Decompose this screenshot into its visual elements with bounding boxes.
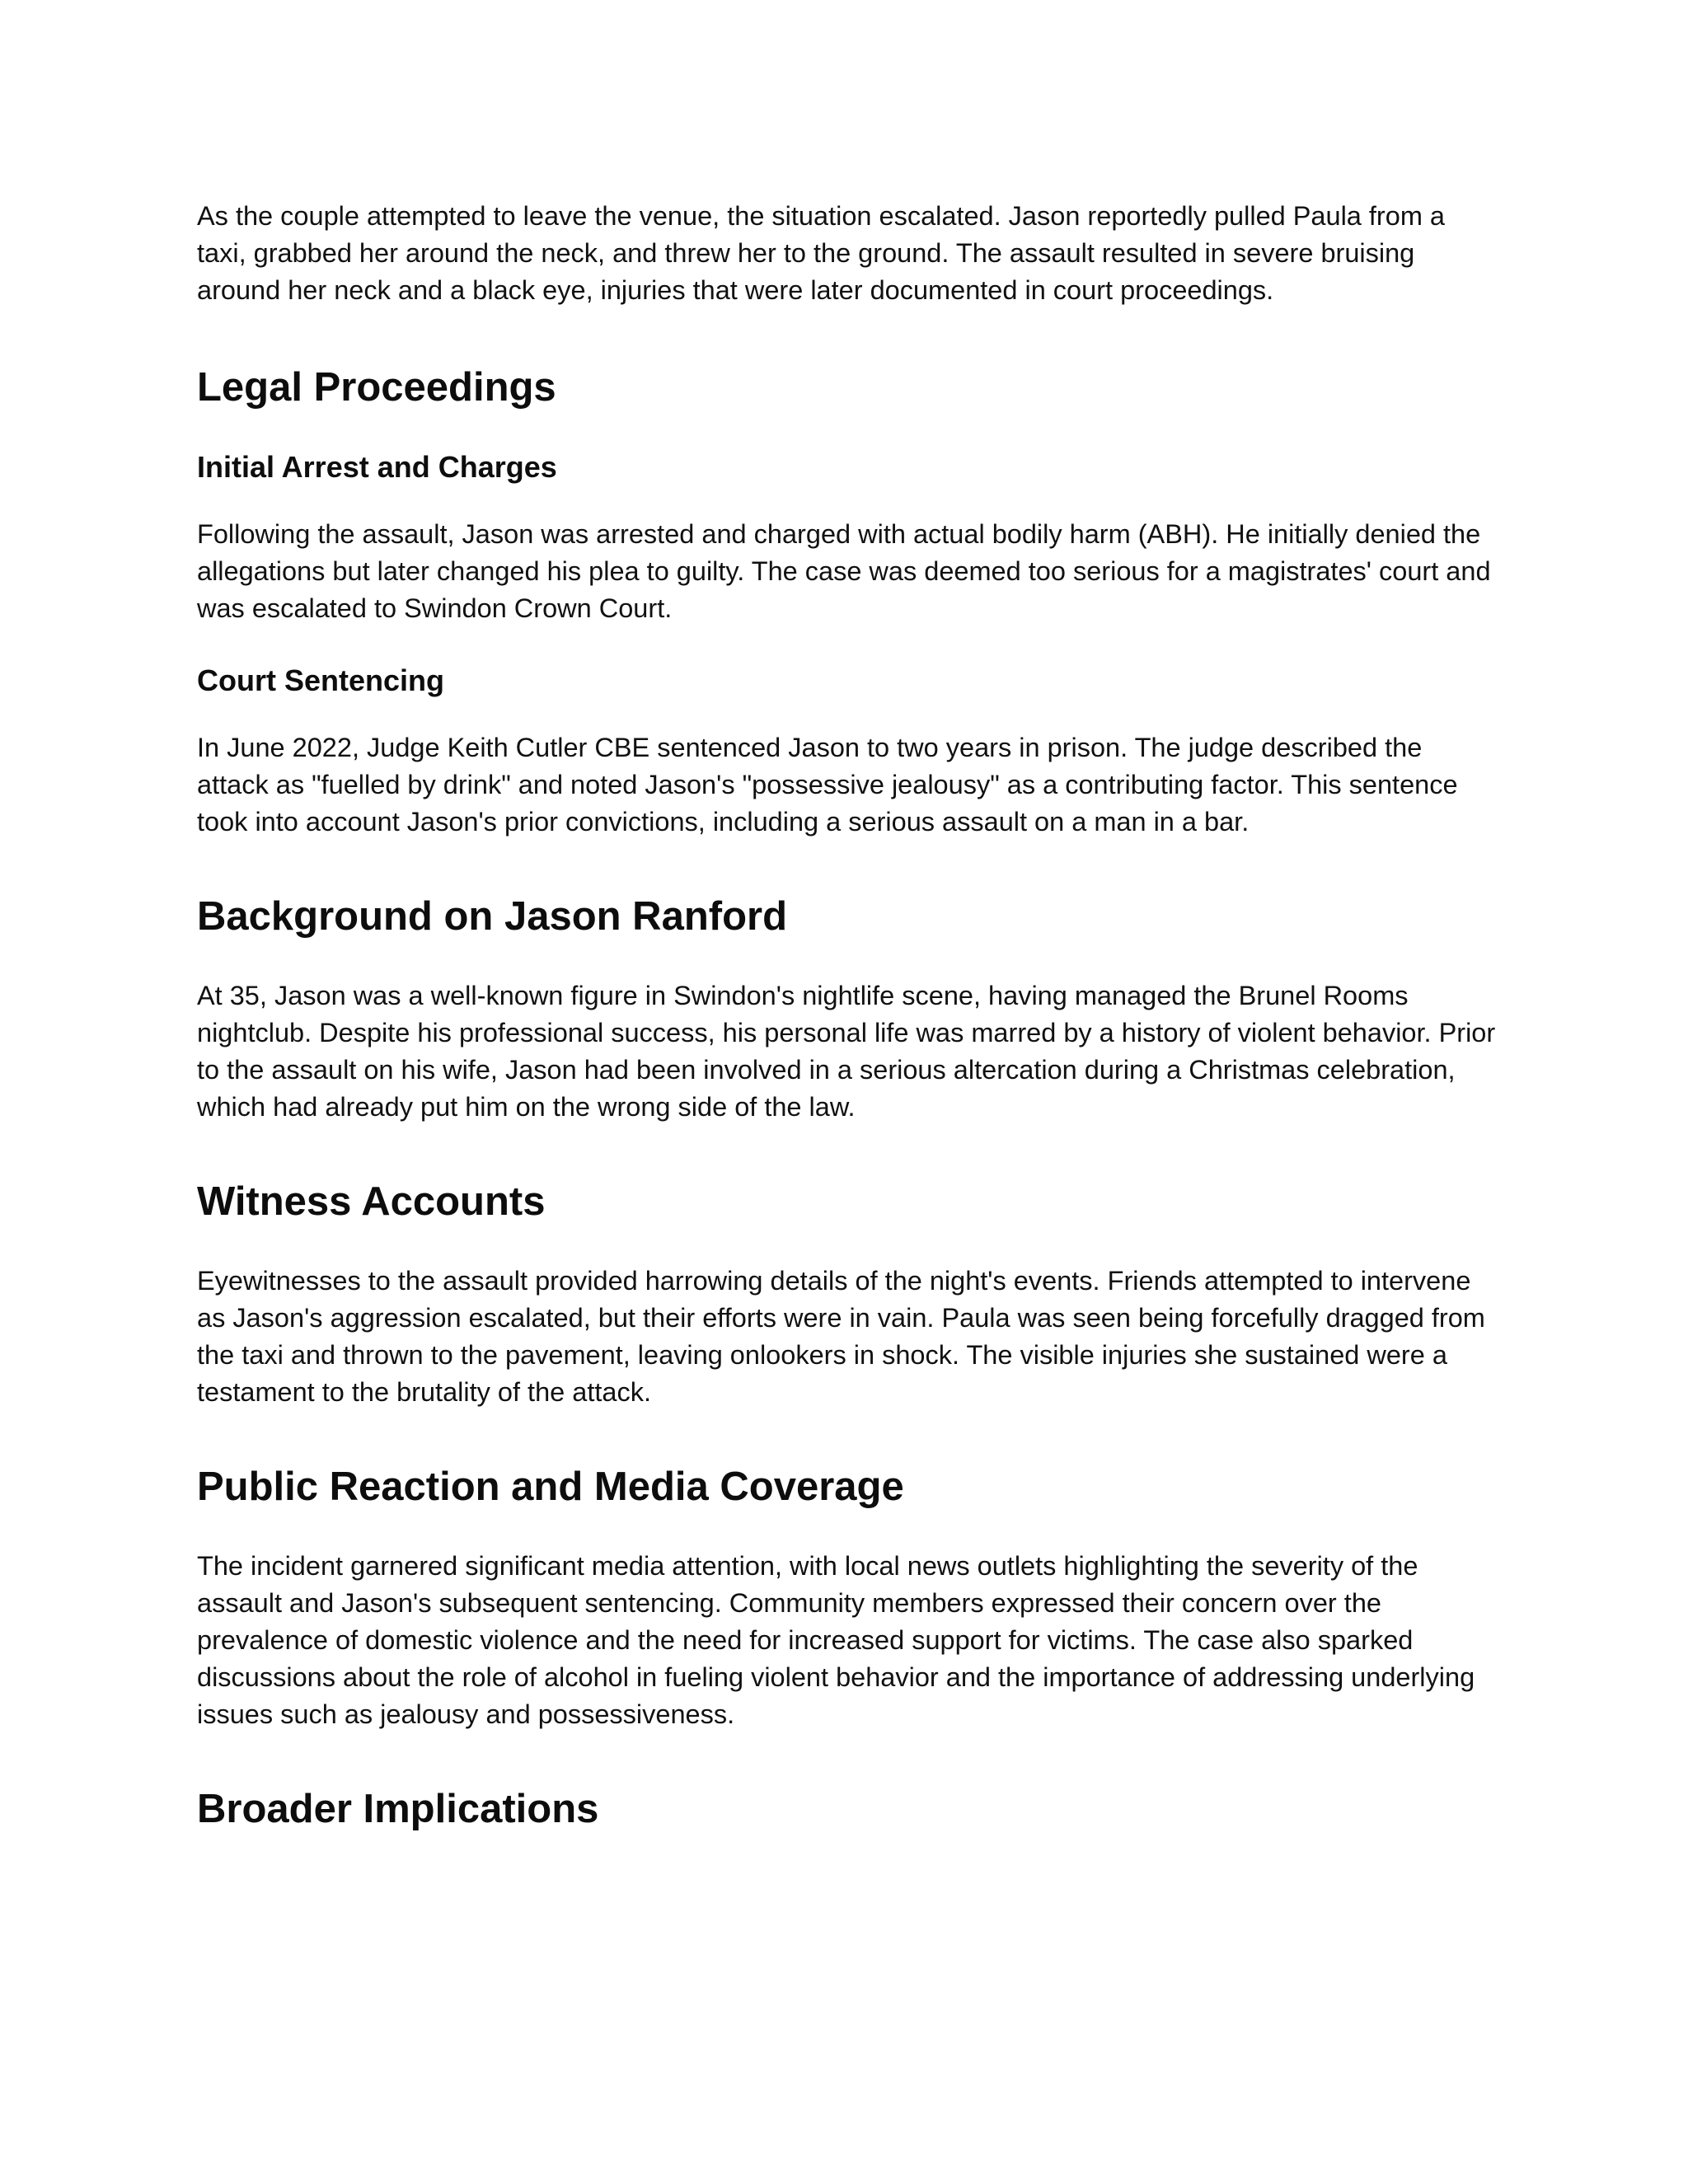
subsection-heading-court-sentencing: Court Sentencing bbox=[197, 663, 445, 697]
paragraph-initial-arrest: Following the assault, Jason was arrested and charged with actual bodily harm (ABH). He initially denied the allegations but later changed his plea to guilty. The case was deemed too serious for a magistrates' court and was escalated to Swindon Crown Court. bbox=[197, 519, 1491, 623]
section-heading-background: Background on Jason Ranford bbox=[197, 894, 788, 939]
paragraph-public-reaction: The incident garnered significant media attention, with local news outlets highlighting the severity of the assault and Jason's subsequent sentencing. Community members expressed their concern over the prevalence of domestic violence and the need for increased support for victims. The case also sparked discussions about the role of alcohol in fueling violent behavior and the importance of addressing underlying issues such as jealousy and possessiveness. bbox=[197, 1551, 1475, 1729]
intro-paragraph: As the couple attempted to leave the venue, the situation escalated. Jason reportedly pulled Paula from a taxi, grabbed her around the neck, and threw her to the ground. The assault resulted in severe bruising around her neck and a black eye, injuries that were later documented in court proceedings. bbox=[197, 201, 1446, 305]
section-heading-public-reaction: Public Reaction and Media Coverage bbox=[197, 1465, 904, 1509]
document-body bbox=[197, 198, 1499, 1835]
paragraph-witness-accounts: Eyewitnesses to the assault provided harrowing details of the night's events. Friends attempted to intervene as Jason's aggression escalated, but their efforts were in vain. Paula was seen being forcefully dragged from the taxi and thrown to the pavement, leaving onlookers in shock. The visible injuries she sustained were a testament to the brutality of the attack. bbox=[197, 1266, 1485, 1407]
section-heading-broader-implications: Broader Implications bbox=[197, 1787, 599, 1831]
subsection-heading-initial-arrest: Initial Arrest and Charges bbox=[197, 450, 557, 484]
section-heading-legal-proceedings: Legal Proceedings bbox=[197, 365, 556, 410]
section-heading-witness-accounts: Witness Accounts bbox=[197, 1179, 546, 1224]
paragraph-court-sentencing: In June 2022, Judge Keith Cutler CBE sentenced Jason to two years in prison. The judge described the attack as "fuelled by drink" and noted Jason's "possessive jealousy" as a contributing factor. This sentence took into account Jason's prior convictions, including a serious assault on a man in a bar. bbox=[197, 733, 1458, 837]
paragraph-background: At 35, Jason was a well-known figure in Swindon's nightlife scene, having managed the Brunel Rooms nightclub. Despite his professional success, his personal life was marred by a history of violent behavior. Prior to the assault on his wife, Jason had been involved in a serious altercation during a Christmas celebration, which had already put him on the wrong side of the law. bbox=[197, 981, 1496, 1122]
